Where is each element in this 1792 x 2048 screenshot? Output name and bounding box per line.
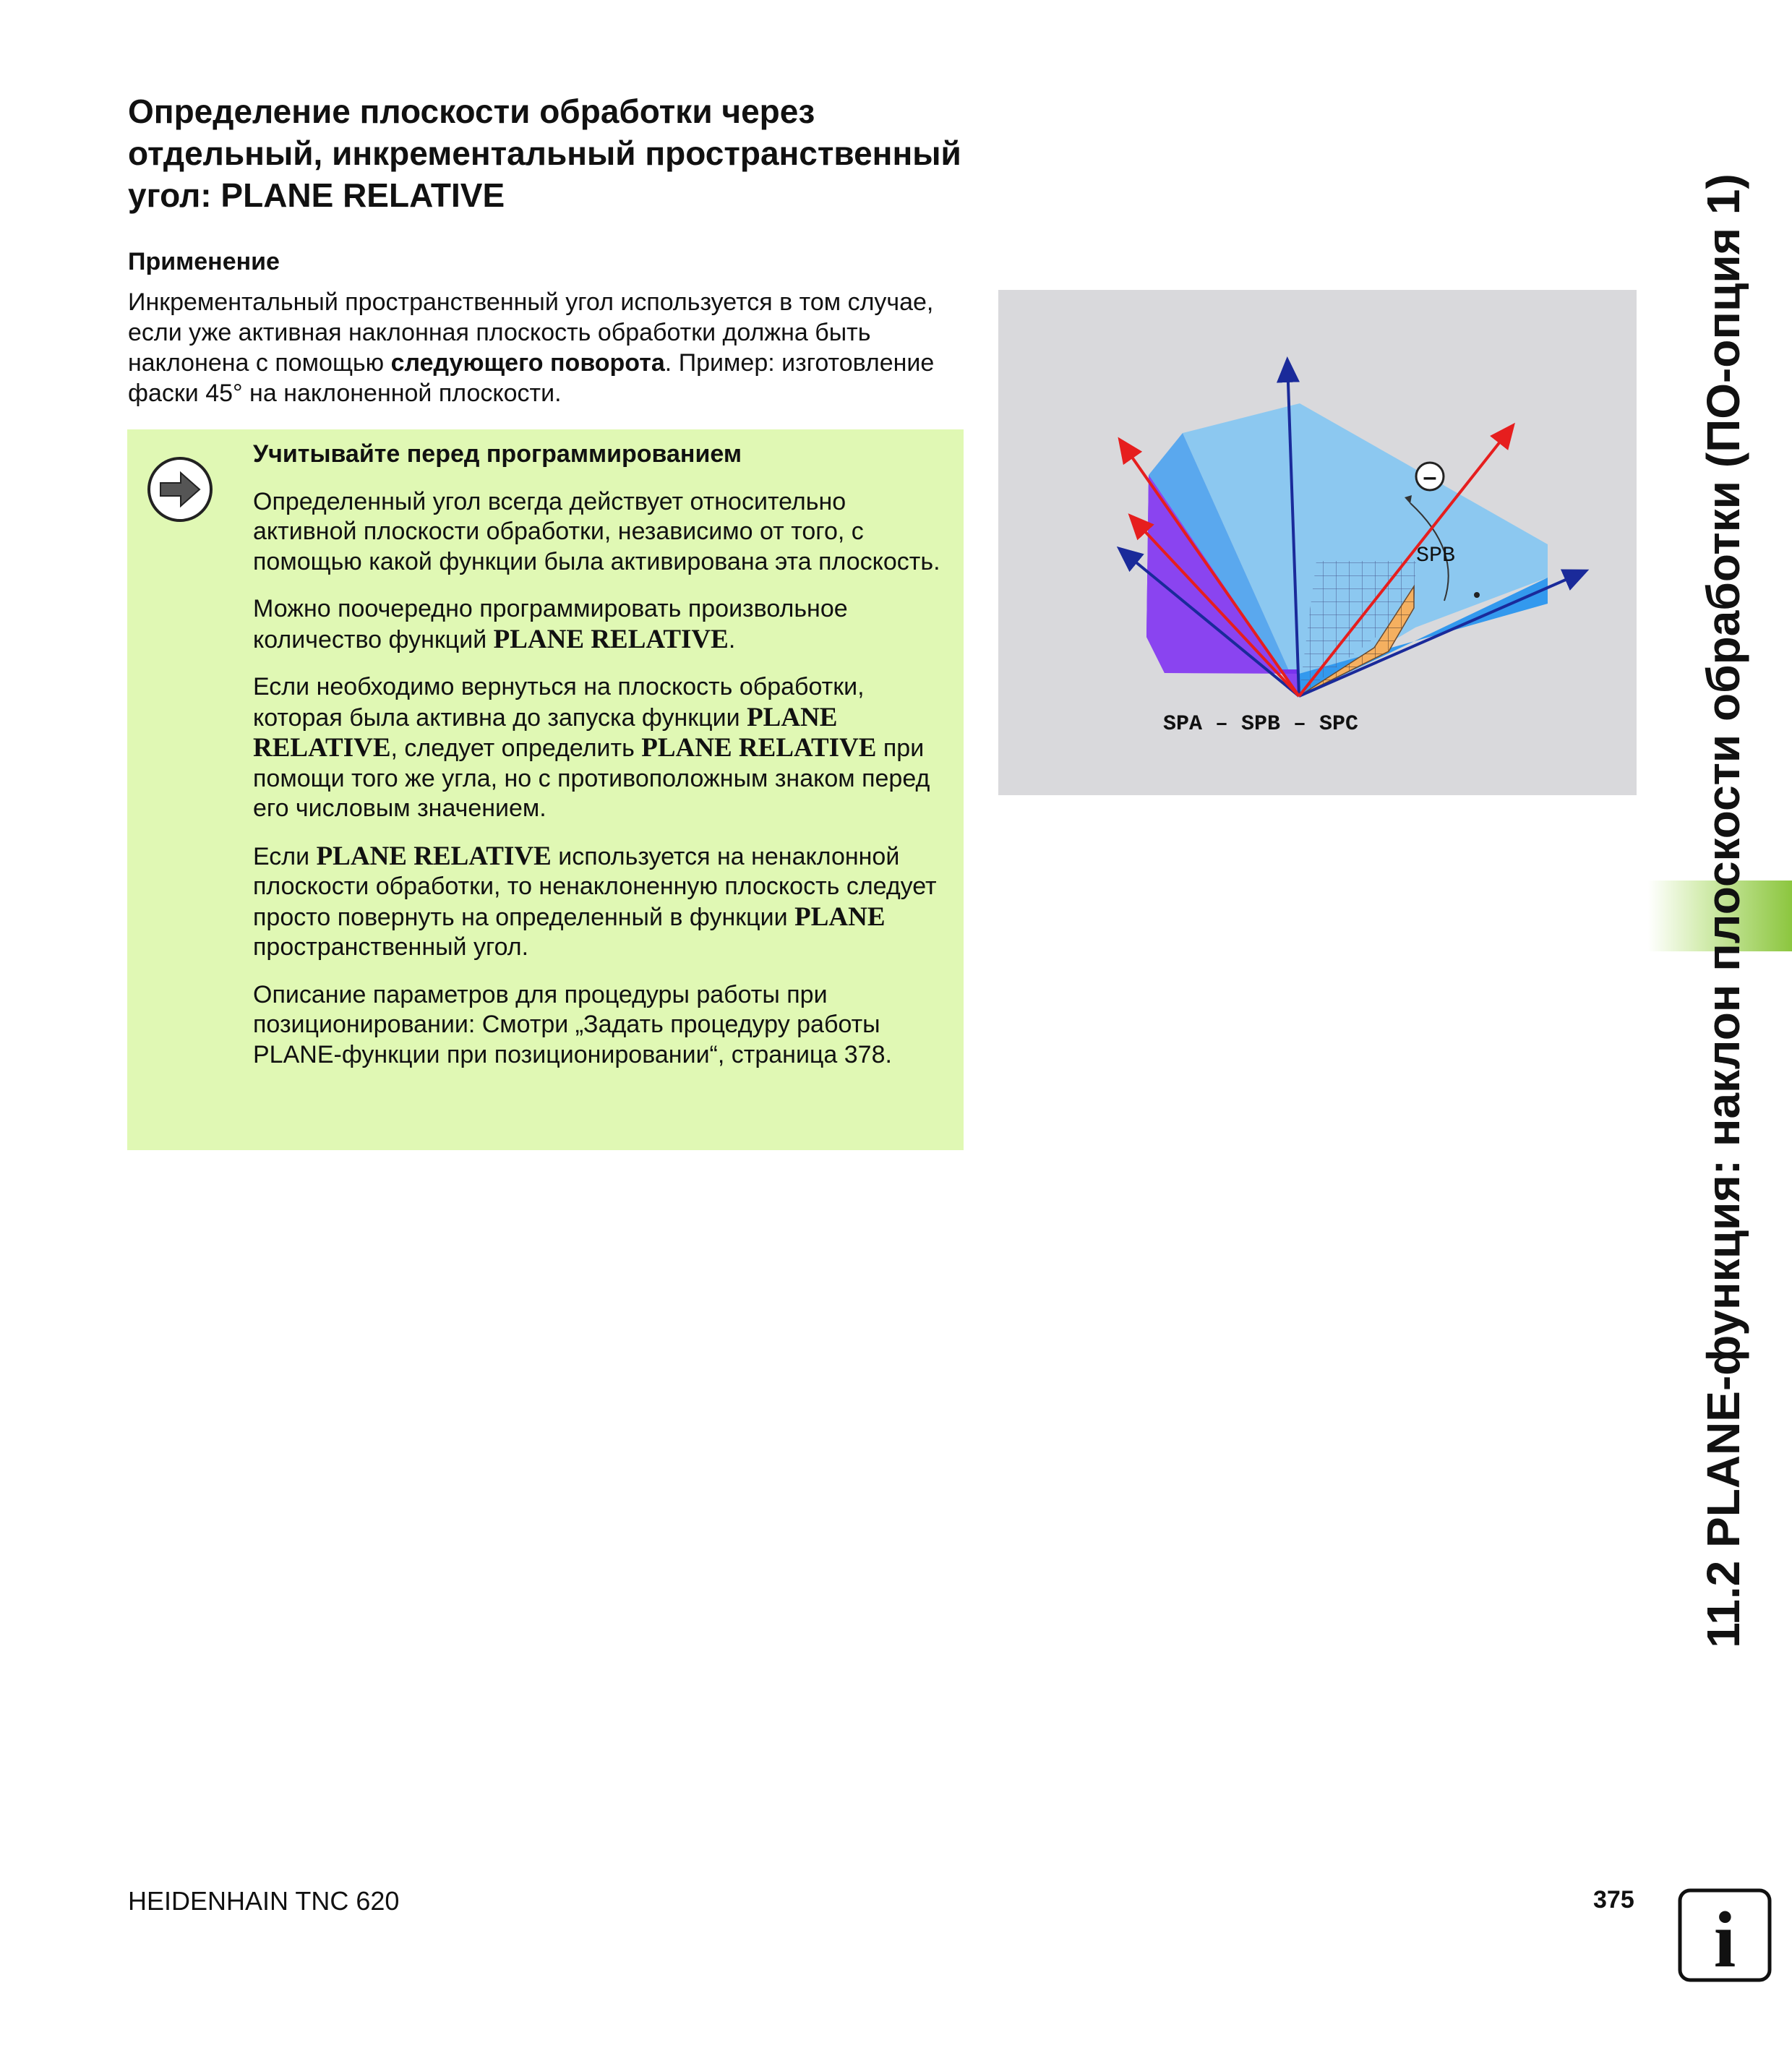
- note-paragraph-5: Описание параметров для процедуры работы при позиционировании: Смотри „Задать процедуру работы PLANE-функции при позиционировании“, страница 378.: [253, 980, 892, 1068]
- note-text: пространственный угол.: [253, 933, 529, 961]
- note-text: Если: [253, 842, 317, 870]
- chapter-side-title: 11.2 PLANE-функция: наклон плоскости обработки (ПО-опция 1): [1697, 173, 1749, 1648]
- spb-label: SPB: [1416, 544, 1456, 568]
- intro-emphasis: следующего поворота: [390, 349, 665, 377]
- note-paragraph-2: [253, 594, 947, 655]
- command-keyword: PLANE RELATIVE: [493, 624, 729, 654]
- note-paragraph-3: [253, 672, 947, 824]
- figure-caption: SPA – SPB – SPC: [1163, 712, 1359, 737]
- note-text: используется на ненаклонной плоскости обработки, то ненаклоненную плоскость следует просто повернуть на определенный в функции: [253, 842, 937, 931]
- note-paragraph-4: [253, 841, 947, 963]
- note-body: [253, 440, 947, 1087]
- arrow-right-icon: [146, 455, 214, 523]
- command-keyword: PLANE RELATIVE: [641, 733, 877, 763]
- intro-paragraph: [128, 287, 959, 408]
- intro-text-end: . Пример: изготовление фаски 45° на наклоненной плоскости.: [128, 349, 935, 407]
- info-icon: [1678, 1888, 1772, 1982]
- info-glyph: i: [1713, 1895, 1736, 1982]
- note-text: Можно поочередно программировать произвольное количество функций: [253, 595, 848, 654]
- section-heading: Применение: [128, 248, 280, 275]
- note-heading: Учитывайте перед программированием: [253, 440, 742, 468]
- note-text: , следует определить: [390, 734, 642, 762]
- note-box: [127, 429, 964, 1150]
- command-keyword: PLANE RELATIVE: [253, 702, 838, 763]
- command-keyword: PLANE: [794, 901, 886, 932]
- minus-sign: –: [1423, 463, 1437, 491]
- footer-product: HEIDENHAIN TNC 620: [128, 1886, 400, 1916]
- page-title: Определение плоскости обработки через отдельный, инкрементальный пространственный угол: PLANE RELATIVE: [128, 93, 961, 214]
- note-text: .: [728, 625, 736, 654]
- intro-text: Инкрементальный пространственный угол используется в том случае, если уже активная наклонная плоскость обработки должна быть наклонена с помощью: [128, 288, 934, 377]
- note-text: Если необходимо вернуться на плоскость обработки, которая была активна до запуска функции: [253, 673, 865, 732]
- page-number: 375: [1593, 1886, 1634, 1914]
- tilted-block-illustration: [998, 290, 1637, 795]
- note-paragraph-1: Определенный угол всегда действует относительно активной плоскости обработки, независимо от того, с помощью какой функции была активирована эта плоскость.: [253, 487, 940, 575]
- plane-relative-figure: [998, 290, 1637, 795]
- command-keyword: PLANE RELATIVE: [316, 841, 552, 871]
- note-text: при помощи того же угла, но с противоположным знаком перед его числовым значением.: [253, 734, 930, 822]
